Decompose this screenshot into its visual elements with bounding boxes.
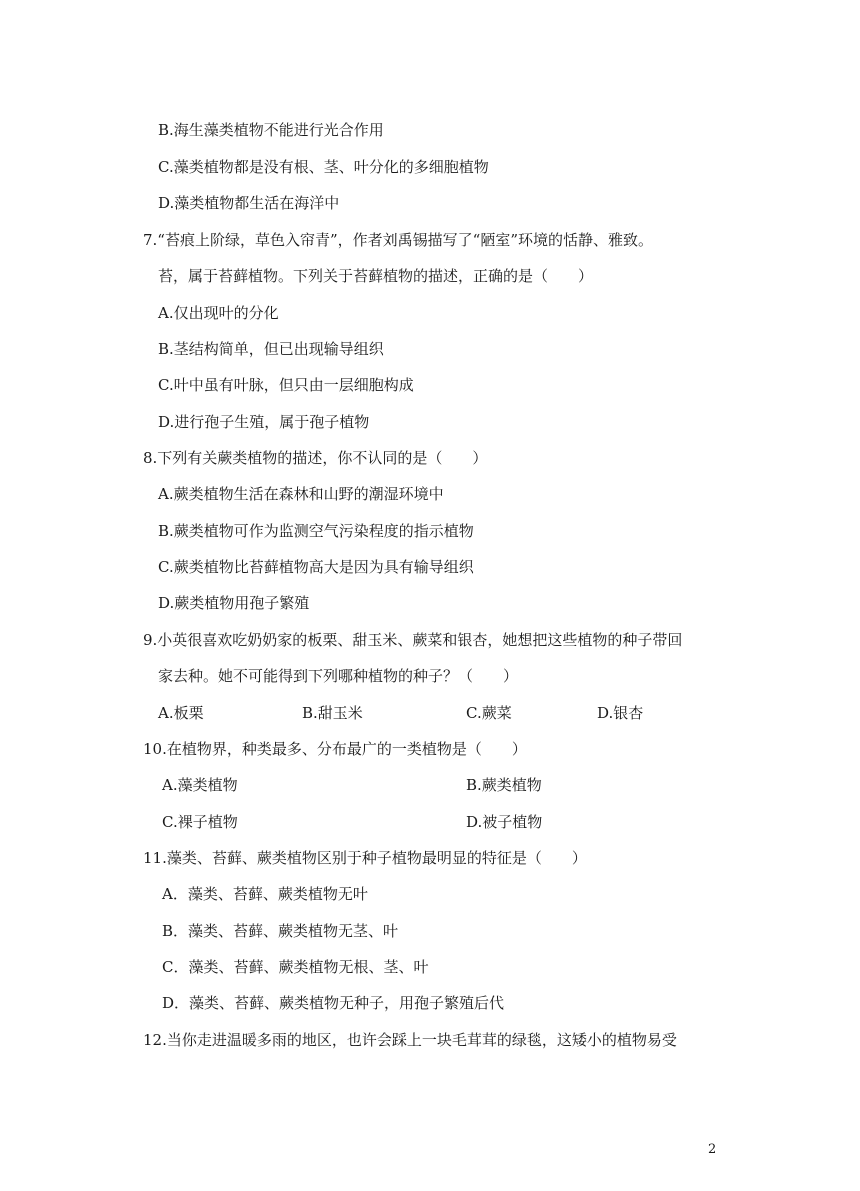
q8-stem: 8.下列有关蕨类植物的描述，你不认同的是（ ） bbox=[143, 449, 488, 467]
q9-option-a: A.板栗 bbox=[158, 704, 204, 722]
q9-option-b: B.甜玉米 bbox=[302, 704, 363, 722]
q8-option-a: A.蕨类植物生活在森林和山野的潮湿环境中 bbox=[158, 485, 444, 503]
q10-option-a: A.藻类植物 bbox=[162, 776, 238, 794]
q6-option-b: B.海生藻类植物不能进行光合作用 bbox=[158, 121, 384, 139]
q12-stem: 12.当你走进温暖多雨的地区，也许会踩上一块毛茸茸的绿毯，这矮小的植物易受 bbox=[143, 1031, 677, 1049]
q10-option-c: C.裸子植物 bbox=[162, 813, 238, 831]
q9-option-d: D.银杏 bbox=[597, 704, 644, 722]
q8-option-d: D.蕨类植物用孢子繁殖 bbox=[158, 594, 310, 612]
q6-option-c: C.藻类植物都是没有根、茎、叶分化的多细胞植物 bbox=[158, 158, 489, 176]
q11-option-c: C．藻类、苔藓、蕨类植物无根、茎、叶 bbox=[162, 958, 429, 976]
q7-option-c: C.叶中虽有叶脉，但只由一层细胞构成 bbox=[158, 376, 414, 394]
q7-stem-line1: 7.“苔痕上阶绿，草色入帘青”，作者刘禹锡描写了“陋室”环境的恬静、雅致。 bbox=[143, 231, 653, 249]
page-number: 2 bbox=[708, 1142, 717, 1157]
q11-option-a: A．藻类、苔藓、蕨类植物无叶 bbox=[162, 885, 368, 903]
q10-option-d: D.被子植物 bbox=[466, 813, 543, 831]
q11-option-d: D．藻类、苔藓、蕨类植物无种子，用孢子繁殖后代 bbox=[162, 994, 505, 1012]
q7-option-a: A.仅出现叶的分化 bbox=[158, 304, 279, 322]
q7-option-d: D.进行孢子生殖，属于孢子植物 bbox=[158, 413, 370, 431]
q10-stem: 10.在植物界，种类最多、分布最广的一类植物是（ ） bbox=[143, 740, 527, 758]
q10-option-b: B.蕨类植物 bbox=[466, 776, 542, 794]
q8-option-c: C.蕨类植物比苔藓植物高大是因为具有输导组织 bbox=[158, 558, 474, 576]
q11-option-b: B．藻类、苔藓、蕨类植物无茎、叶 bbox=[162, 922, 399, 940]
q9-stem-line1: 9.小英很喜欢吃奶奶家的板栗、甜玉米、蕨菜和银杏，她想把这些植物的种子带回 bbox=[143, 631, 683, 649]
q7-stem-line2: 苔，属于苔藓植物。下列关于苔藓植物的描述，正确的是（ ） bbox=[158, 267, 594, 285]
q11-stem: 11.藻类、苔藓、蕨类植物区别于种子植物最明显的特征是（ ） bbox=[143, 849, 587, 867]
q8-option-b: B.蕨类植物可作为监测空气污染程度的指示植物 bbox=[158, 522, 474, 540]
q7-option-b: B.茎结构简单，但已出现输导组织 bbox=[158, 340, 384, 358]
q6-option-d: D.藻类植物都生活在海洋中 bbox=[158, 194, 340, 212]
q9-stem-line2: 家去种。她不可能得到下列哪种植物的种子？（ ） bbox=[158, 667, 519, 685]
q9-option-c: C.蕨菜 bbox=[466, 704, 512, 722]
